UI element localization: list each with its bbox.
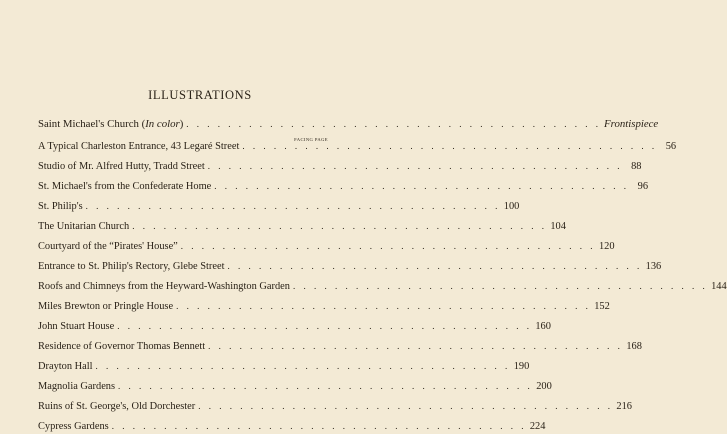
dot-leader: . . . . . . . . . . . . . . . . . . . . . . . . . . . . . . . . . . . . . . . . xyxy=(118,381,533,391)
entry-page: 216 xyxy=(616,401,632,412)
dot-leader: . . . . . . . . . . . . . . . . . . . . . . . . . . . . . . . . . . . . . . . . xyxy=(198,401,613,411)
entry-title: Miles Brewton or Pringle House xyxy=(38,301,174,312)
entry-title: Residence of Governor Thomas Bennett xyxy=(38,341,206,352)
entry-page: Frontispiece xyxy=(604,118,659,130)
list-item xyxy=(38,339,642,354)
entry-title: Entrance to St. Philip's Rectory, Glebe Street xyxy=(38,261,225,272)
entry-page: 96 xyxy=(637,181,649,192)
entry-page: 152 xyxy=(594,301,610,312)
frontispiece-entry xyxy=(38,117,659,131)
entry-page: 144 xyxy=(711,281,727,292)
list-item xyxy=(38,139,677,154)
dot-leader: . . . . . . . . . . . . . . . . . . . . . . . . . . . . . . . . . . . . . . . . xyxy=(207,161,623,171)
entry-title: John Stuart House xyxy=(38,321,115,332)
dot-leader: . . . . . . . . . . . . . . . . . . . . . . . . . . . . . . . . . . . . . . . . xyxy=(180,241,596,251)
entry-title: Cypress Gardens xyxy=(38,421,109,432)
list-item xyxy=(38,379,552,394)
dot-leader: . . . . . . . . . . . . . . . . . . . . . . . . . . . . . . . . . . . . . . . . xyxy=(117,321,532,331)
entry-title: Ruins of St. George's, Old Dorchester xyxy=(38,401,196,412)
list-item xyxy=(38,239,615,254)
list-item xyxy=(38,359,530,374)
list-item xyxy=(38,319,551,334)
list-item xyxy=(38,419,546,434)
dot-leader: . . . . . . . . . . . . . . . . . . . . . . . . . . . . . . . . . . . . . . . . xyxy=(95,361,511,371)
dot-leader: . . . . . . . . . . . . . . . . . . . . . . . . . . . . . . . . . . . . . . . . xyxy=(176,301,591,311)
entry-page: 224 xyxy=(529,421,546,432)
dot-leader: . . . . . . . . . . . . . . . . . . . . . . . . . . . . . . . . . . . . . . . . xyxy=(208,341,623,351)
dot-leader: . . . . . . . . . . . . . . . . . . . . . . . . . . . . . . . . . . . . . . . . xyxy=(132,221,547,231)
entry-page: 56 xyxy=(665,141,677,152)
list-item xyxy=(38,219,566,234)
facing-page-label: FACING PAGE xyxy=(294,137,328,142)
entry-title: Magnolia Gardens xyxy=(38,381,116,392)
entry-page: 88 xyxy=(631,161,642,172)
entry-page: 168 xyxy=(626,341,642,352)
list-item xyxy=(38,159,642,174)
entry-page: 120 xyxy=(598,241,615,252)
entry-page: 100 xyxy=(503,201,520,212)
entry-page: 104 xyxy=(550,221,566,232)
entry-page: 190 xyxy=(513,361,530,372)
entry-title: Saint Michael's Church (In color) xyxy=(38,118,184,130)
dot-leader: . . . . . . . . . . . . . . . . . . . . . . . . . . . . . . . . . . . . . . . . xyxy=(111,421,527,431)
dot-leader: . . . . . . . . . . . . . . . . . . . . . . . . . . . . . . . . . . . . . . . . xyxy=(85,201,501,211)
entry-title: St. Philip's xyxy=(38,201,83,212)
entry-title: Studio of Mr. Alfred Hutty, Tradd Street xyxy=(38,161,205,172)
list-item xyxy=(38,199,520,214)
entry-title: Courtyard of the “Pirates' House” xyxy=(38,241,178,252)
entry-title: The Unitarian Church xyxy=(38,221,130,232)
dot-leader: . . . . . . . . . . . . . . . . . . . . . . . . . . . . . . . . . . . . . . . . xyxy=(227,261,643,271)
dot-leader: . . . . . . . . . . . . . . . . . . . . . . . . . . . . . . . . . . . . . . . . xyxy=(186,119,602,129)
list-item xyxy=(38,279,727,294)
page-heading: ILLUSTRATIONS xyxy=(148,88,252,102)
entry-page: 160 xyxy=(535,321,551,332)
entry-page: 200 xyxy=(536,381,552,392)
entry-title: St. Michael's from the Confederate Home xyxy=(38,181,212,192)
dot-leader: . . . . . . . . . . . . . . . . . . . . . . . . . . . . . . . . . . . . . . . . xyxy=(214,181,630,191)
entry-title: Drayton Hall xyxy=(38,361,93,372)
list-item xyxy=(38,179,649,194)
list-item xyxy=(38,259,662,274)
dot-leader: . . . . . . . . . . . . . . . . . . . . . . . . . . . . . . . . . . . . . . . . xyxy=(242,141,658,151)
entry-page: 136 xyxy=(645,261,662,272)
entry-title: Roofs and Chimneys from the Heyward-Washington Garden xyxy=(38,281,290,292)
entry-title: A Typical Charleston Entrance, 43 Legaré Street xyxy=(38,141,240,152)
list-item xyxy=(38,399,632,414)
dot-leader: . . . . . . . . . . . . . . . . . . . . . . . . . . . . . . . . . . . . . . . . xyxy=(292,281,708,291)
list-item xyxy=(38,299,610,314)
